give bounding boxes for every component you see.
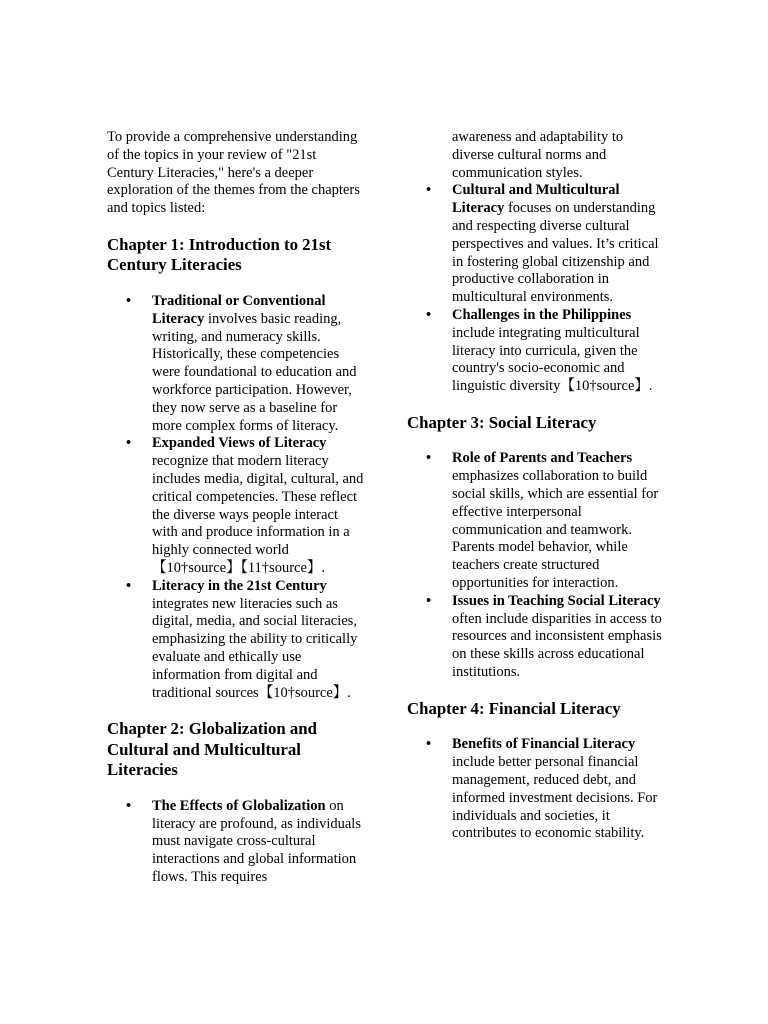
- bullet-icon: •: [426, 450, 432, 467]
- item-term: Expanded Views of Literacy: [152, 435, 327, 452]
- item-text: often include disparities in access to resources and inconsistent emphasis on these skills across educational institutions.: [452, 610, 662, 681]
- chapter-2-heading: Chapter 2: Globalization and Cultural and Multicultural Literacies: [107, 719, 317, 780]
- item-term: Challenges in the Philippines: [452, 306, 632, 323]
- intro-paragraph: To provide a comprehensive understanding of the topics in your review of "21st Century Literacies," here's a deeper exploration of the themes from the chapters and topics listed:: [107, 129, 360, 217]
- chapter-2-list-tail: [407, 129, 665, 396]
- item-text: include integrating multicultural literacy into curricula, given the country's socio-economic and linguistic diversity【10†source】.: [452, 324, 653, 395]
- chapter-3-list: [407, 450, 665, 681]
- item-term: The Effects of Globalization: [152, 797, 326, 814]
- chapter-1-heading: Chapter 1: Introduction to 21st Century Literacies: [107, 234, 332, 275]
- left-column: [107, 129, 365, 887]
- chapter-1-list: [107, 293, 365, 702]
- bullet-icon: •: [426, 182, 432, 199]
- continued-text: awareness and adaptability to diverse cultural norms and communication styles.: [452, 129, 624, 181]
- bullet-icon: •: [426, 736, 432, 753]
- chapter-4-heading: Chapter 4: Financial Literacy: [407, 698, 621, 718]
- chapter-4-list: [407, 736, 665, 843]
- bullet-icon: •: [126, 577, 132, 594]
- bullet-icon: •: [126, 435, 132, 452]
- chapter-3-heading: Chapter 3: Social Literacy: [407, 412, 597, 432]
- item-term: Role of Parents and Teachers: [452, 450, 633, 467]
- item-text: include better personal financial management, reduced debt, and informed investment decisions. For individuals and societies, it contributes to economic stability.: [452, 754, 658, 842]
- bullet-icon: •: [126, 797, 132, 814]
- list-item: [407, 182, 665, 307]
- list-item-continuation: [407, 129, 665, 182]
- item-term: Benefits of Financial Literacy: [452, 736, 636, 753]
- list-item: [407, 450, 665, 592]
- item-term: Cultural and Multicultural Literacy: [452, 182, 620, 217]
- list-item: [107, 798, 365, 887]
- item-term: Traditional or Conventional Literacy: [152, 292, 326, 327]
- item-text: on literacy are profound, as individuals must navigate cross-cultural interactions and global information flows. This requires: [152, 797, 361, 885]
- bullet-icon: •: [426, 306, 432, 323]
- list-item: [107, 435, 365, 577]
- item-text: focuses on understanding and respecting diverse cultural perspectives and values. It’s critical in fostering global citizenship and productive collaboration in multicultural environments.: [452, 200, 659, 306]
- bullet-icon: •: [426, 592, 432, 609]
- list-item: [107, 293, 365, 435]
- bullet-icon: •: [126, 292, 132, 309]
- list-item: [407, 307, 665, 396]
- chapter-2-list-start: [107, 798, 365, 887]
- item-term: Literacy in the 21st Century: [152, 577, 327, 594]
- right-column-content: [407, 129, 665, 843]
- item-term: Issues in Teaching Social Literacy: [452, 592, 661, 609]
- item-text: integrates new literacies such as digital, media, and social literacies, emphasizing the ability to critically evaluate and ethically use information from digital and traditional sources【10†source】.: [152, 595, 358, 701]
- list-item: [407, 736, 665, 843]
- list-item: [107, 578, 365, 703]
- list-item: [407, 593, 665, 682]
- item-text: involves basic reading, writing, and numeracy skills. Historically, these competencies were foundational to education and workforce participation. However, they now serve as a baseline for more complex forms of literacy.: [152, 310, 357, 434]
- item-text: recognize that modern literacy includes media, digital, cultural, and critical competencies. These reflect the diverse ways people interact with and produce information in a highly connected world【10†source】【11†source】.: [152, 453, 364, 576]
- item-text: emphasizes collaboration to build social skills, which are essential for effective interpersonal communication and teamwork. Parents model behavior, while teachers create structured opportunities for interaction.: [452, 468, 659, 592]
